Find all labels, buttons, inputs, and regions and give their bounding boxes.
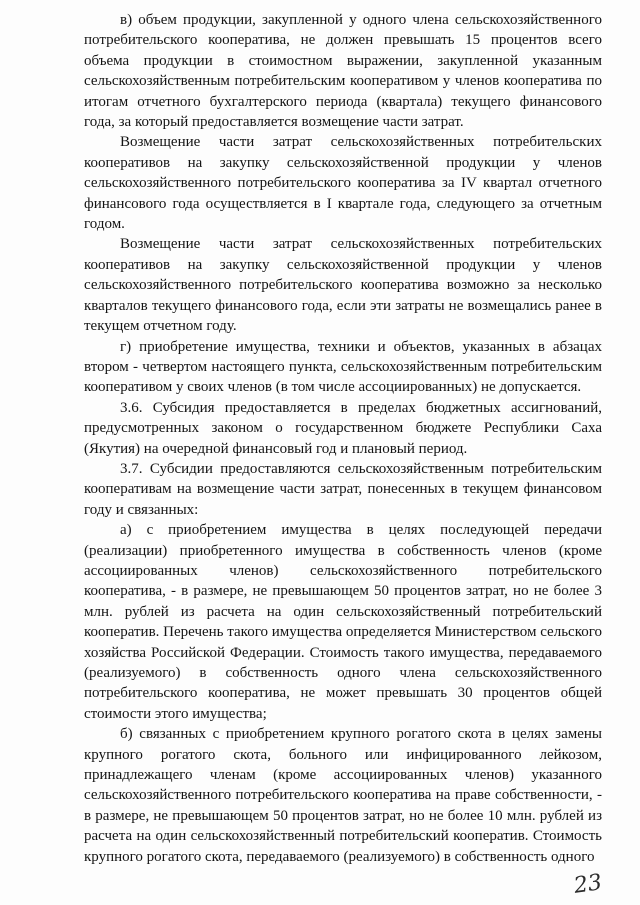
paragraph-v-volume-limit: в) объем продукции, закупленной у одного члена сельскохозяйственного потребительского кооператива, не должен превышать 15 процентов всего объема продукции в стоимостном выражении, закупленной указанным сельскохозяйственным потребительским кооперативом у членов кооператива по итогам отчетного бухгалтерского периода (квартала) текущего финансового года, за который предоставляется возмещение части затрат.	[84, 12, 602, 131]
document-body	[84, 10, 602, 867]
paragraph-a-property-acquisition: а) с приобретением имущества в целях последующей передачи (реализации) приобретенного имущества в собственность членов (кроме ассоциированных членов) сельскохозяйственного потребительского кооператива, - в размере, не превышающем 50 процентов затрат, но не более 3 млн. рублей из расчета на один сельскохозяйственный потребительский кооператив. Перечень такого имущества определяется Министерством сельского хозяйства Российской Федерации. Стоимость такого имущества, передаваемого (реализуемого) в собственность одного члена сельскохозяйственного потребительского кооператива, не может превышать 30 процентов общей стоимости этого имущества;	[84, 522, 602, 722]
paragraph-b-cattle-replacement: б) связанных с приобретением крупного рогатого скота в целях замены крупного рогатого скота, больного или инфицированного лейкозом, принадлежащего членам (кроме ассоциированных членов) указанного сельскохозяйственного потребительского кооператива на праве собственности, - в размере, не превышающем 50 процентов затрат, но не более 10 млн. рублей из расчета на один сельскохозяйственный потребительский кооператив. Стоимость крупного рогатого скота, передаваемого (реализуемого) в собственность одного	[84, 726, 602, 865]
paragraph-3-7-subsidies: 3.7. Субсидии предоставляются сельскохозяйственным потребительским кооперативам на возмещение части затрат, понесенных в текущем финансовом году и связанных:	[84, 460, 602, 518]
page-number: 23	[572, 870, 604, 899]
paragraph-g-acquisition-restriction: г) приобретение имущества, техники и объектов, указанных в абзацах втором - четвертом настоящего пункта, сельскохозяйственным потребительским кооперативом у своих членов (в том числе ассоциированных) не допускается.	[84, 338, 602, 396]
paragraph-q4-reimbursement: Возмещение части затрат сельскохозяйственных потребительских кооперативов на закупку сельскохозяйственной продукции у членов сельскохозяйственного потребительского кооператива за IV квартал отчетного финансового года осуществляется в I квартале года, следующего за отчетным годом.	[84, 134, 602, 233]
paragraph-multi-quarter-reimbursement: Возмещение части затрат сельскохозяйственных потребительских кооперативов на закупку сельскохозяйственной продукции у членов сельскохозяйственного потребительского кооператива возможно за несколько кварталов текущего финансового года, если эти затраты не возмещались ранее в текущем отчетном году.	[84, 236, 602, 335]
paragraph-3-6-budget: 3.6. Субсидия предоставляется в пределах бюджетных ассигнований, предусмотренных законом о государственном бюджете Республики Саха (Якутия) на очередной финансовый год и плановый период.	[84, 399, 602, 457]
